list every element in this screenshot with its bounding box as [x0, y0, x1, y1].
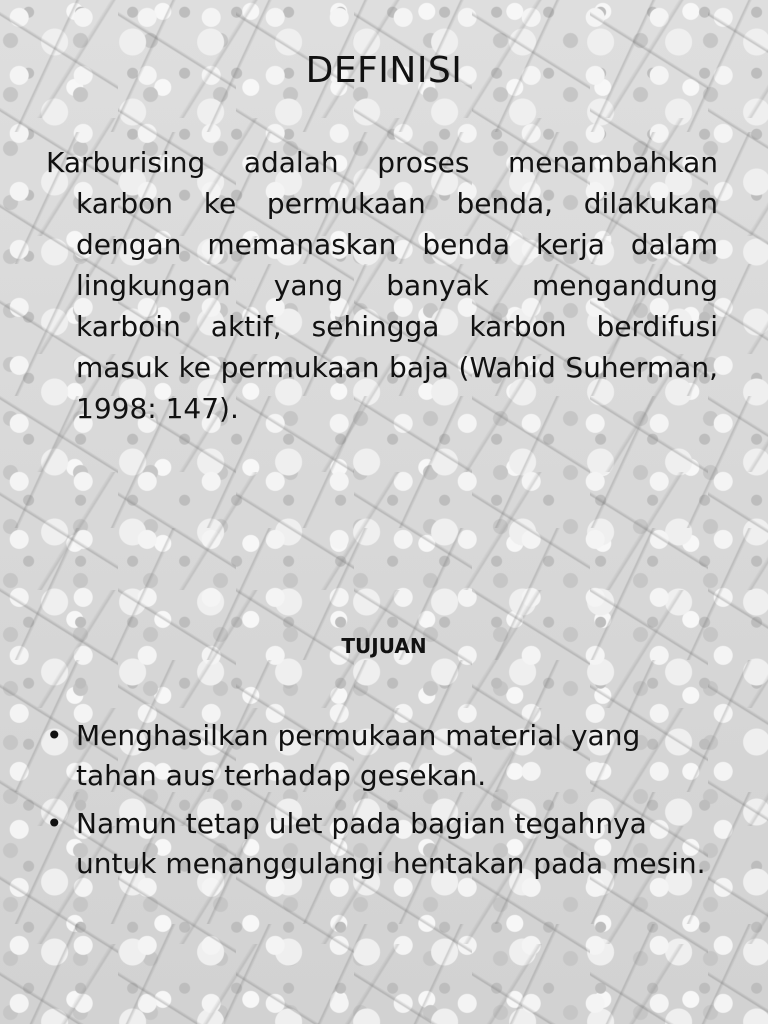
- goals-list: [46, 716, 726, 892]
- bullet-icon: •: [46, 719, 63, 752]
- bullet-icon: •: [46, 807, 63, 840]
- list-item-text: Menghasilkan permukaan material yang tahan aus terhadap gesekan.: [76, 719, 641, 792]
- list-item-text: Namun tetap ulet pada bagian tegahnya untuk menanggulangi hentakan pada mesin.: [76, 807, 706, 880]
- slide-title: DEFINISI: [305, 50, 463, 91]
- definition-text: Karburising adalah proses menambahkan karbon ke permukaan benda, dilakukan dengan memanaskan benda kerja dalam lingkungan yang banyak mengandung karboin aktif, sehingga karbon berdifusi masuk ke permukaan baja (Wahid Suherman, 1998: 147).: [46, 146, 718, 425]
- list-item: [46, 804, 726, 884]
- list-item: [46, 716, 726, 796]
- section-title: TUJUAN: [341, 634, 427, 658]
